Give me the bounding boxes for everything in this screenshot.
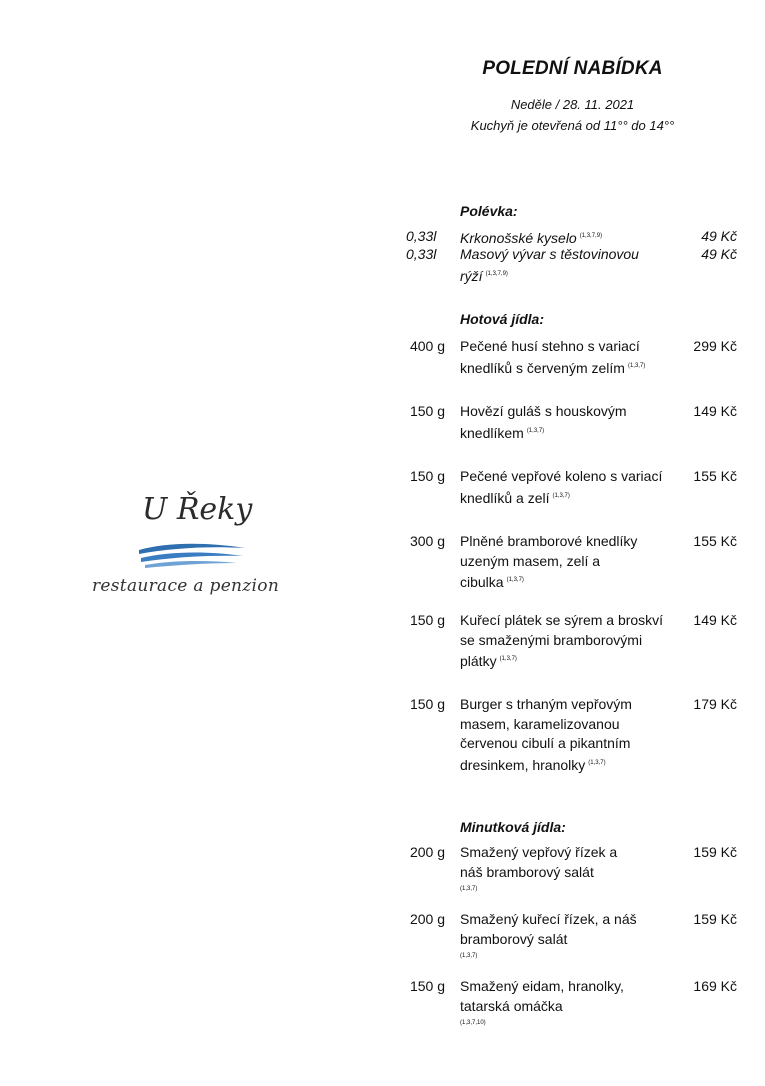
item-name: Smažený eidam, hranolky, tatarská omáčka (1,3,7,10) (460, 977, 640, 1028)
page-title: POLEDNÍ NABÍDKA (482, 58, 663, 79)
item-allergens: (1,3,7) (526, 427, 545, 434)
item-name: Hovězí guláš s houskovým knedlíkem $^{(1,3,7)}$ (460, 403, 627, 441)
item-allergens: (1,3,7) (499, 656, 517, 662)
item-name: Pečené vepřové koleno s variací knedlíků a zelí $^{(1,3,7)}$ (460, 468, 663, 506)
item-name: Smažený kuřecí řízek, a náš bramborový salát (1,3,7) (460, 910, 640, 961)
item-allergens: (1,3,7) (627, 362, 646, 369)
item-price: 49 Kč (701, 228, 737, 244)
item-name: Smažený vepřový řízek a náš bramborový salát (1,3,7) (460, 843, 640, 894)
restaurant-logo (82, 492, 302, 612)
item-price: 149 Kč (693, 612, 737, 628)
item-name: Masový vývar s těstovinovou rýží $^{(1,3,7,9)}$ (460, 246, 639, 284)
item-price: 149 Kč (693, 403, 737, 419)
item-price: 159 Kč (693, 844, 737, 860)
item-qty: 200 g (409, 911, 445, 927)
logo-waves-icon (137, 540, 247, 570)
item-name: Kuřecí plátek se sýrem a broskví se smaženými bramborovými plátky $^{(1,3,7)}$ (460, 612, 664, 669)
item-qty: 150 g (409, 978, 445, 994)
item-qty: 150 g (409, 468, 445, 484)
item-price: 169 Kč (693, 978, 737, 994)
item-qty: 150 g (409, 696, 445, 712)
item-qty: 200 g (409, 844, 445, 860)
section-title-minute-meals: Minutková jídla: (460, 819, 566, 835)
item-allergens: (1,3,7,9) (485, 270, 508, 277)
menu-date: Neděle / 28. 11. 2021 (510, 97, 635, 112)
section-title-soup: Polévka: (460, 203, 518, 219)
logo-subtitle: restaurace a penzion (92, 576, 280, 596)
item-qty: 300 g (409, 533, 445, 549)
item-price: 299 Kč (693, 338, 737, 354)
item-price: 155 Kč (693, 533, 737, 549)
item-name: Plněné bramborové knedlíky uzeným masem, zelí a cibulka $^{(1,3,7)}$ (460, 533, 638, 590)
item-qty: 0,33l (406, 228, 437, 244)
item-price: 159 Kč (693, 911, 737, 927)
item-qty: 150 g (409, 612, 445, 628)
item-qty: 150 g (409, 403, 445, 419)
item-price: 155 Kč (693, 468, 737, 484)
item-allergens: (1,3,7,9) (579, 233, 603, 239)
item-name: Burger s trhaným vepřovým masem, karamelizovanou červenou cibulí a pikantním dresinkem, hranolky $^{(1,3,7)}$ (460, 696, 632, 773)
logo-script-text: U Řeky (142, 492, 253, 527)
item-name: Krkonošské kyselo $^{(1,3,7,9)}$ (460, 230, 603, 246)
menu-header (380, 58, 765, 133)
item-allergens: (1,3,7) (588, 759, 606, 766)
item-allergens: (1,3,7,10) (460, 1020, 486, 1026)
item-allergens: (1,3,7) (460, 886, 478, 892)
section-title-ready-meals: Hotová jídla: (460, 311, 545, 327)
item-allergens: (1,3,7) (506, 577, 524, 583)
item-qty: 0,33l (406, 246, 437, 262)
kitchen-hours: Kuchyň je otevřená od 11°° do 14°° (470, 118, 675, 133)
item-price: 49 Kč (701, 246, 737, 262)
item-price: 179 Kč (693, 696, 737, 712)
item-allergens: (1,3,7) (460, 953, 478, 959)
item-allergens: (1,3,7) (552, 492, 570, 499)
item-name: Pečené husí stehno s variací knedlíků s červeným zelím $^{(1,3,7)}$ (460, 338, 646, 376)
item-qty: 400 g (409, 338, 445, 354)
